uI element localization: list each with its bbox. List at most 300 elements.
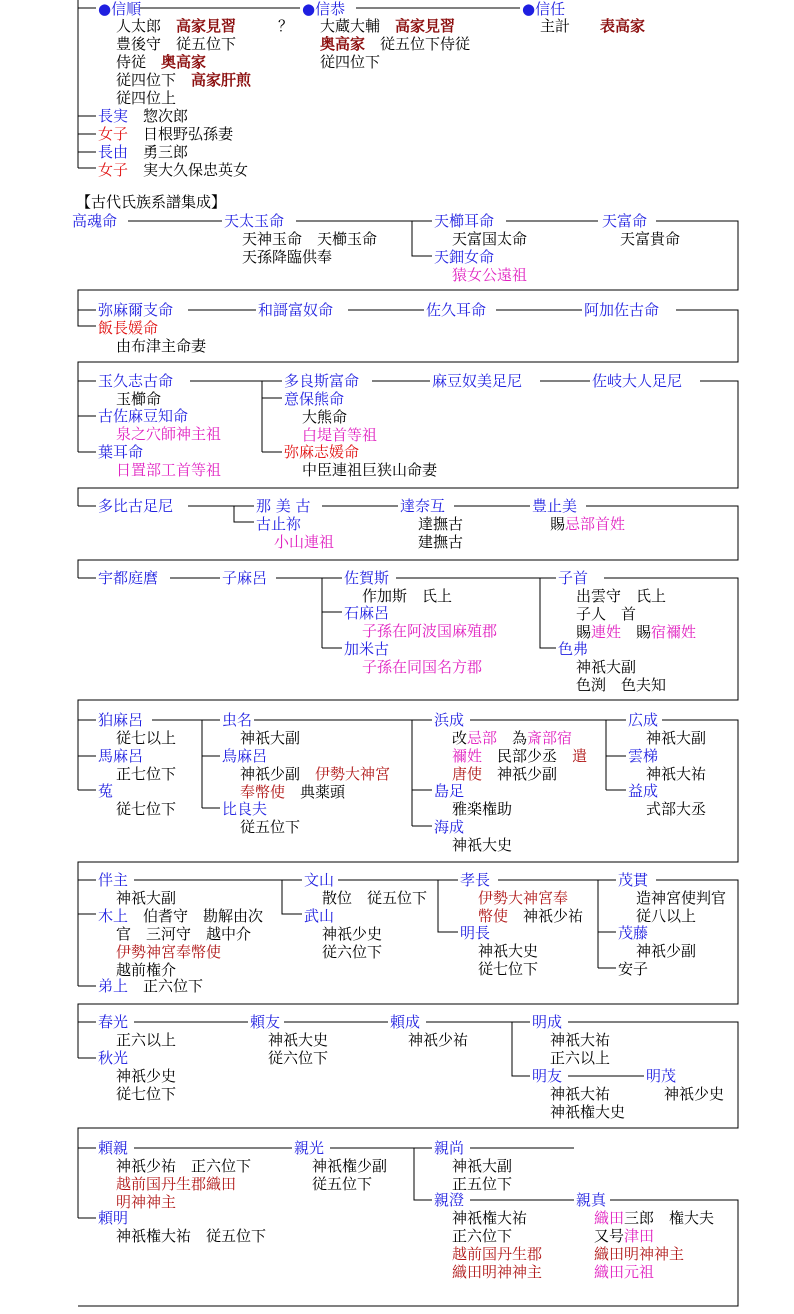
top-col2-info: [320, 17, 470, 71]
person-detail: [628, 765, 706, 783]
person-name: [532, 1067, 625, 1085]
person-name: [618, 871, 726, 889]
text-segment: 忌部: [467, 729, 498, 747]
person-node[interactable]: [98, 569, 158, 587]
text-segment: 唐使: [452, 765, 483, 783]
person-name: [618, 924, 696, 942]
text-segment: 神祇大史: [452, 836, 513, 854]
person-detail: [434, 836, 512, 854]
text-segment: 織田明神神主: [594, 1245, 685, 1263]
person-name: [400, 497, 463, 515]
person-node[interactable]: [460, 871, 583, 925]
text-segment: 石麻呂: [344, 604, 390, 622]
text-segment: 従七位下: [478, 960, 539, 978]
person-detail: [116, 17, 251, 35]
text-segment: 神祇大副: [240, 729, 301, 747]
person-detail: [540, 17, 645, 35]
text-segment: 那 美 古: [256, 497, 311, 515]
text-segment: 神祇権大史: [550, 1103, 626, 1121]
person-node[interactable]: [558, 569, 696, 641]
person-node[interactable]: [344, 640, 482, 676]
text-segment: 子首: [558, 569, 589, 587]
person-node[interactable]: [434, 818, 512, 854]
text-segment: 典薬頭: [285, 783, 346, 801]
text-segment: 従五位下侍従: [365, 35, 471, 53]
person-name: [602, 212, 680, 230]
person-detail: [98, 1067, 176, 1085]
person-name: [576, 1191, 714, 1209]
person-name: [98, 711, 176, 729]
person-node[interactable]: [532, 1067, 625, 1121]
text-segment: 神祇大副: [116, 889, 177, 907]
text-segment: 秋光: [98, 1049, 129, 1067]
person-name: [98, 319, 206, 337]
text-segment: 三郎 権大夫: [624, 1209, 715, 1227]
person-name: [98, 407, 221, 425]
person-detail: [460, 889, 583, 907]
person-name: [434, 711, 587, 729]
person-detail: [576, 1263, 714, 1281]
person-node[interactable]: [618, 924, 696, 960]
person-detail: [434, 1245, 542, 1263]
person-node[interactable]: [284, 443, 437, 479]
text-segment: 豊後守 従五位下: [116, 35, 237, 53]
person-name: [98, 747, 176, 765]
person-name: [434, 1139, 512, 1157]
person-node[interactable]: [558, 640, 666, 694]
person-node[interactable]: [618, 960, 648, 978]
person-name: [434, 782, 512, 800]
person-name: [434, 212, 527, 230]
text-segment: 作加斯 氏上: [362, 587, 453, 605]
text-segment: 奥高家: [161, 53, 207, 71]
text-segment: 頼友: [250, 1013, 281, 1031]
text-segment: 弟上: [98, 977, 129, 995]
person-name: [258, 301, 333, 319]
text-segment: 実大久保忠英女: [128, 161, 249, 179]
text-segment: 天神玉命 天櫛玉命: [242, 230, 378, 248]
person-name: [98, 907, 263, 925]
text-segment: 高家見習: [395, 17, 456, 35]
person-node[interactable]: [98, 711, 176, 747]
person-node[interactable]: [628, 711, 706, 747]
person-name: [284, 372, 359, 390]
text-segment: 宿禰姓: [651, 623, 697, 641]
person-name: [558, 569, 696, 587]
text-segment: 佐岐大人足尼: [592, 372, 683, 390]
person-name: [98, 1139, 251, 1157]
text-segment: 親真: [576, 1191, 607, 1209]
person-node[interactable]: [294, 1139, 387, 1193]
person-detail: [434, 747, 587, 765]
person-node[interactable]: [98, 1209, 266, 1245]
person-node[interactable]: [98, 907, 263, 979]
person-name: [628, 711, 706, 729]
person-name: [222, 747, 390, 765]
text-segment: 織田元祖: [594, 1263, 655, 1281]
person-detail: [434, 266, 527, 284]
person-node[interactable]: [434, 1139, 512, 1193]
text-segment: 津田: [624, 1227, 655, 1245]
text-segment: 益成: [628, 782, 659, 800]
text-segment: 高魂命: [72, 212, 118, 230]
person-node[interactable]: [284, 390, 377, 444]
person-detail: [222, 729, 300, 747]
person-detail: [250, 1049, 328, 1067]
text-segment: 従六位下: [268, 1049, 329, 1067]
person-name: [250, 1013, 328, 1031]
person-node[interactable]: [434, 212, 527, 248]
person-name: [98, 569, 158, 587]
person-node[interactable]: [426, 301, 486, 319]
person-name: [584, 301, 659, 319]
person-node[interactable]: [98, 977, 203, 995]
text-segment: 頼親: [98, 1139, 129, 1157]
person-detail: [98, 461, 221, 479]
text-segment: 高家見習: [176, 17, 237, 35]
person-node[interactable]: [618, 871, 726, 925]
person-detail: [98, 1175, 251, 1193]
text-segment: 広成: [628, 711, 659, 729]
text-segment: 茂貫: [618, 871, 649, 889]
text-segment: 木上: [98, 907, 129, 925]
person-detail: [558, 587, 696, 605]
text-segment: 越前国丹生郡: [452, 1245, 543, 1263]
person-detail: [434, 230, 527, 248]
text-segment: 日置部工首等祖: [116, 461, 222, 479]
person-node[interactable]: [628, 782, 706, 818]
text-segment: 玉久志古命: [98, 372, 174, 390]
person-node[interactable]: [250, 1013, 328, 1067]
text-segment: 忌部首姓: [565, 515, 626, 533]
person-detail: [532, 1049, 610, 1067]
text-segment: 長実: [98, 107, 129, 125]
person-node[interactable]: [98, 782, 176, 818]
person-name: [98, 372, 173, 390]
text-segment: 遣: [572, 747, 588, 765]
person-node[interactable]: [400, 497, 463, 551]
person-node[interactable]: [628, 747, 706, 783]
person-node[interactable]: [98, 747, 176, 783]
person-name: [344, 640, 482, 658]
person-detail: [224, 248, 377, 266]
text-segment: 長由: [98, 143, 129, 161]
text-segment: 正六位下: [452, 1227, 513, 1245]
text-segment: 造神宮使判官: [636, 889, 727, 907]
text-segment: 正五位下: [452, 1175, 513, 1193]
text-segment: 武山: [304, 907, 335, 925]
person-node[interactable]: [584, 301, 659, 319]
text-segment: 為: [497, 729, 528, 747]
person-node[interactable]: [434, 711, 587, 783]
text-segment: 阿加佐古命: [584, 301, 660, 319]
text-segment: 賜: [550, 515, 566, 533]
person-name: [390, 1013, 468, 1031]
person-detail: [284, 461, 437, 479]
text-segment: 天富貴命: [620, 230, 681, 248]
text-segment: 女子: [98, 161, 129, 179]
person-detail: [98, 1157, 251, 1175]
text-segment: 従七以上: [116, 729, 177, 747]
text-segment: 狛麻呂: [98, 711, 144, 729]
text-segment: 神祇大祐: [550, 1031, 611, 1049]
person-name: [98, 871, 176, 889]
text-segment: 孝長: [460, 871, 491, 889]
text-segment: 神祇少副: [636, 942, 697, 960]
text-segment: 従四位下: [116, 71, 192, 89]
text-segment: 麻豆奴美足尼: [432, 372, 523, 390]
text-segment: 従八以上: [636, 907, 697, 925]
text-segment: 中臣連祖巨狭山命妻: [302, 461, 438, 479]
person-detail: [344, 587, 452, 605]
text-segment: 子孫在阿波国麻殖郡: [362, 622, 498, 640]
text-segment: 伊勢大神宮: [315, 765, 391, 783]
text-segment: 神祇大祐: [646, 765, 707, 783]
text-segment: 加米古: [344, 640, 390, 658]
person-node[interactable]: [98, 871, 176, 907]
section-title: 【古代氏族系譜集成】: [76, 193, 227, 211]
text-segment: 明茂: [646, 1067, 677, 1085]
person-detail: [400, 515, 463, 533]
text-segment: 出雲守 氏上: [576, 587, 667, 605]
text-segment: 織田明神神主: [452, 1263, 543, 1281]
person-node[interactable]: [304, 871, 427, 907]
person-node[interactable]: [434, 782, 512, 818]
text-segment: 飯長媛命: [98, 319, 159, 337]
text-segment: 猿女公遠祖: [452, 266, 528, 284]
text-segment: 意保熊命: [284, 390, 345, 408]
person-detail: [532, 1031, 610, 1049]
person-detail: [222, 783, 390, 801]
person-detail: [400, 533, 463, 551]
text-segment: 頼明: [98, 1209, 129, 1227]
person-detail: [434, 1227, 542, 1245]
person-detail: [434, 1209, 542, 1227]
person-node[interactable]: [532, 1013, 610, 1067]
text-segment: 安子: [618, 960, 649, 978]
person-node[interactable]: [224, 212, 377, 266]
person-node[interactable]: [256, 515, 334, 551]
text-segment: 神祇少史: [116, 1067, 177, 1085]
person-name: [434, 818, 512, 836]
text-segment: 従七位下: [116, 1085, 177, 1103]
text-segment: 玉櫛命: [116, 390, 162, 408]
person-detail: [98, 1031, 176, 1049]
person-detail: [558, 676, 666, 694]
person-detail: [284, 408, 377, 426]
person-node[interactable]: [344, 569, 452, 605]
person-node[interactable]: [432, 372, 522, 390]
text-segment: 神祇大史: [478, 942, 539, 960]
text-segment: 菟: [98, 782, 114, 800]
text-segment: 泉之穴師神主祖: [116, 425, 222, 443]
text-segment: 宇都庭麿: [98, 569, 159, 587]
person-name: [98, 1049, 176, 1067]
person-detail: [344, 622, 497, 640]
person-node[interactable]: [222, 800, 300, 836]
text-segment: 古止祢: [256, 515, 302, 533]
text-segment: 明神神主: [116, 1193, 177, 1211]
text-segment: 神祇少祐: [408, 1031, 469, 1049]
person-name: [98, 443, 221, 461]
text-segment: 連姓: [591, 623, 622, 641]
person-detail: [618, 907, 726, 925]
person-detail: [116, 53, 251, 71]
person-detail: [98, 1085, 176, 1103]
person-name: [222, 711, 300, 729]
text-segment: 伯耆守 勘解由次: [128, 907, 264, 925]
text-segment: 神祇権少副: [312, 1157, 388, 1175]
person-detail: [460, 960, 538, 978]
text-segment: 従五位下: [312, 1175, 373, 1193]
text-segment: 天富国太命: [452, 230, 528, 248]
person-detail: [250, 1031, 328, 1049]
person-node[interactable]: [434, 1191, 542, 1281]
text-segment: 従五位下: [240, 818, 301, 836]
person-node[interactable]: [434, 248, 527, 284]
text-segment: 主計: [540, 17, 601, 35]
person-name: [98, 782, 176, 800]
top-col1-info: [116, 17, 251, 107]
top-col1-name[interactable]: ●信順: [98, 0, 142, 18]
text-segment: 惣次郎: [128, 107, 189, 125]
person-node[interactable]: [576, 1191, 714, 1281]
text-segment: 越前国丹生郡織田: [116, 1175, 237, 1193]
text-segment: 人太郎: [116, 17, 177, 35]
text-segment: 天鈿女命: [434, 248, 495, 266]
person-name: [224, 212, 377, 230]
person-node[interactable]: [256, 497, 311, 515]
text-segment: 虫名: [222, 711, 253, 729]
person-node[interactable]: [98, 497, 173, 515]
person-name: [558, 640, 666, 658]
person-name: [222, 569, 267, 587]
text-segment: 正六以上: [116, 1031, 177, 1049]
person-detail: [532, 1103, 625, 1121]
top-col2-name[interactable]: ●信恭: [302, 0, 346, 18]
person-node[interactable]: [646, 1067, 724, 1103]
text-segment: 奥高家: [320, 35, 366, 53]
text-segment: 神祇少副: [240, 765, 316, 783]
person-name: [628, 782, 706, 800]
person-detail: [98, 337, 206, 355]
person-detail: [98, 925, 263, 943]
person-node[interactable]: [460, 924, 538, 978]
text-segment: 多比古足尼: [98, 497, 174, 515]
person-node[interactable]: [98, 319, 206, 355]
text-segment: 親尚: [434, 1139, 465, 1157]
person-name: [434, 248, 527, 266]
person-name: [434, 1191, 542, 1209]
text-segment: 従七位下: [116, 800, 177, 818]
person-node[interactable]: [222, 747, 390, 801]
text-segment: 佐久耳命: [426, 301, 487, 319]
person-detail: [320, 35, 470, 53]
person-name: [98, 1209, 266, 1227]
text-segment: 天富命: [602, 212, 648, 230]
person-node[interactable]: [98, 443, 221, 479]
person-name: [256, 515, 334, 533]
person-name: [426, 301, 486, 319]
person-name: [284, 443, 437, 461]
person-detail: [390, 1031, 468, 1049]
person-node[interactable]: [98, 1049, 176, 1103]
person-detail: [434, 765, 587, 783]
text-segment: 弥麻爾支命: [98, 301, 174, 319]
text-segment: 文山: [304, 871, 335, 889]
person-name: [304, 871, 427, 889]
person-detail: [304, 943, 382, 961]
text-segment: 親澄: [434, 1191, 465, 1209]
text-segment: 親光: [294, 1139, 325, 1157]
person-detail: [646, 1085, 724, 1103]
person-node[interactable]: [72, 212, 117, 230]
person-node[interactable]: [344, 604, 497, 640]
text-segment: 鳥麻呂: [222, 747, 268, 765]
person-node[interactable]: [222, 711, 300, 747]
person-detail: [98, 125, 248, 143]
text-segment: 子人 首: [576, 605, 637, 623]
text-segment: 島足: [434, 782, 465, 800]
text-segment: 正七位下: [116, 765, 177, 783]
person-node[interactable]: [390, 1013, 468, 1049]
person-name: [72, 212, 117, 230]
person-node[interactable]: [258, 301, 333, 319]
text-segment: 禰姓: [452, 747, 483, 765]
person-node[interactable]: [98, 372, 173, 408]
person-node[interactable]: [222, 569, 267, 587]
top-siblings: [98, 107, 248, 179]
person-node[interactable]: [98, 407, 221, 443]
text-segment: 明友: [532, 1067, 563, 1085]
text-segment: 神祇少史: [322, 925, 383, 943]
person-detail: [222, 818, 300, 836]
person-node[interactable]: [284, 372, 359, 390]
person-node[interactable]: [98, 301, 173, 319]
person-detail: [98, 800, 176, 818]
person-detail: [320, 53, 470, 71]
person-detail: [434, 729, 587, 747]
person-detail: [304, 889, 427, 907]
text-segment: 神祇大史: [268, 1031, 329, 1049]
text-segment: 白堤首等祖: [302, 426, 378, 444]
text-segment: 天孫降臨供奉: [242, 248, 333, 266]
person-detail: [98, 765, 176, 783]
person-name: [646, 1067, 724, 1085]
person-node[interactable]: [592, 372, 682, 390]
text-segment: 古佐麻豆知命: [98, 407, 189, 425]
person-detail: [98, 161, 248, 179]
person-node[interactable]: [98, 1139, 251, 1211]
text-segment: 色渕 色夫知: [576, 676, 667, 694]
text-segment: 神祇権大祐: [452, 1209, 528, 1227]
person-detail: [98, 729, 176, 747]
person-detail: [558, 658, 666, 676]
top-col3-name[interactable]: ●信任: [522, 0, 566, 18]
text-segment: 子麻呂: [222, 569, 268, 587]
person-detail: [116, 35, 251, 53]
text-segment: 達奈互: [400, 497, 446, 515]
text-segment: 葉耳命: [98, 443, 144, 461]
person-name: [344, 569, 452, 587]
text-segment: 豊止美: [532, 497, 578, 515]
person-node[interactable]: [602, 212, 680, 248]
person-node[interactable]: [532, 497, 625, 533]
person-node[interactable]: [304, 907, 382, 961]
person-node[interactable]: [98, 1013, 176, 1049]
text-segment: 散位 従五位下: [322, 889, 428, 907]
text-segment: 佐賀斯: [344, 569, 390, 587]
